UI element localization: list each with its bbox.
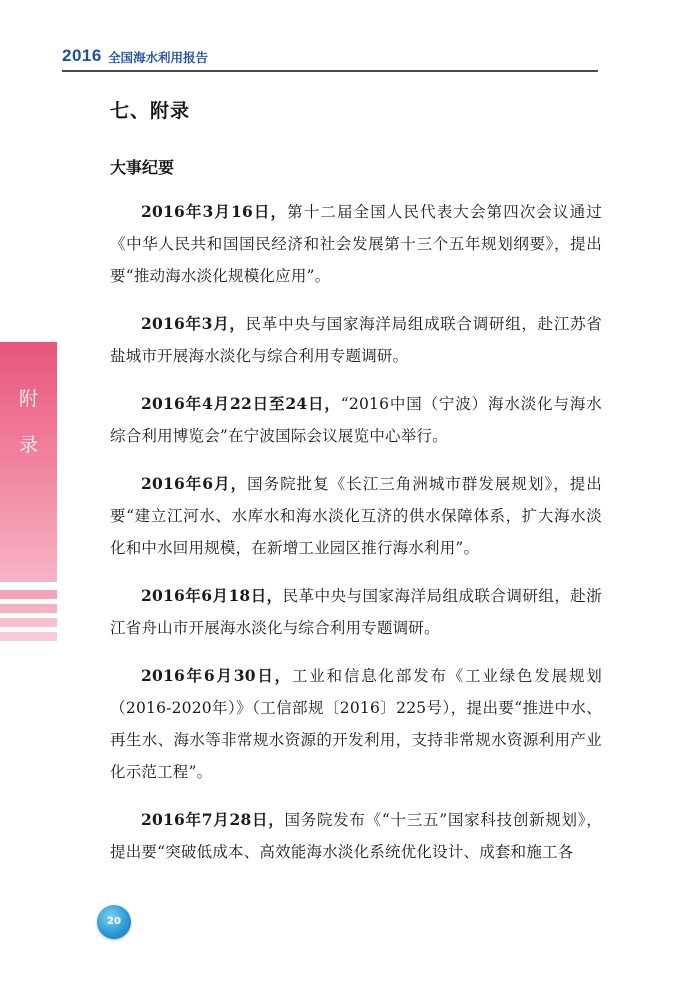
event-item [110, 196, 602, 292]
header-year: 2016 [62, 46, 102, 65]
main-content [110, 96, 602, 884]
event-item [110, 468, 602, 564]
event-date: 2016年6月18日， [141, 586, 283, 605]
event-date: 2016年7月28日， [141, 810, 285, 829]
event-text: 民革中央与国家海洋局组成联合调研组，赴浙江省舟山市开展海水淡化与综合利用专题调研。 [110, 587, 602, 637]
event-date: 2016年3月， [141, 314, 246, 333]
event-text: “2016中国（宁波）海水淡化与海水综合利用博览会”在宁波国际会议展览中心举行。 [110, 395, 602, 445]
stripe [0, 618, 57, 627]
page-number-badge: 20 [97, 905, 131, 939]
event-list [110, 196, 602, 868]
section-subtitle: 大事纪要 [110, 158, 175, 177]
side-tab-char-2: 录 [18, 434, 38, 456]
side-tab-char-1: 附 [18, 388, 38, 410]
chapter-side-tab [0, 342, 57, 582]
event-item [110, 804, 602, 868]
event-date: 2016年4月22日至24日， [141, 394, 341, 413]
event-item [110, 388, 602, 452]
event-text: 工业和信息化部发布《工业绿色发展规划（2016-2020年）》（工信部规〔2016〕225号），提出要“推进中水、再生水、海水等非常规水资源的开发利用，支持非常规水资源利用产业化示范工程”。 [110, 667, 602, 781]
event-text: 国务院发布《“十三五”国家科技创新规划》，提出要“突破低成本、高效能海水淡化系统优化设计、成套和施工各 [110, 811, 602, 861]
page-header [62, 46, 598, 72]
event-item [110, 308, 602, 372]
stripe [0, 604, 57, 613]
header-report-title: 全国海水利用报告 [108, 50, 209, 65]
stripe [0, 590, 57, 599]
event-item [110, 660, 602, 788]
stripe [0, 632, 57, 641]
event-text: 民革中央与国家海洋局组成联合调研组，赴江苏省盐城市开展海水淡化与综合利用专题调研。 [110, 315, 602, 365]
section-title: 七、附录 [110, 100, 191, 122]
event-date: 2016年6月， [141, 474, 248, 493]
side-decorative-stripes [0, 590, 57, 646]
event-item [110, 580, 602, 644]
event-text: 国务院批复《长江三角洲城市群发展规划》，提出要“建立江河水、水库水和海水淡化互济的供水保障体系，扩大海水淡化和中水回用规模，在新增工业园区推行海水利用”。 [110, 475, 602, 557]
event-date: 2016年3月16日， [141, 202, 288, 221]
event-date: 2016年6月30日， [141, 666, 292, 685]
event-text: 第十二届全国人民代表大会第四次会议通过《中华人民共和国国民经济和社会发展第十三个五年规划纲要》，提出要“推动海水淡化规模化应用”。 [110, 203, 602, 285]
